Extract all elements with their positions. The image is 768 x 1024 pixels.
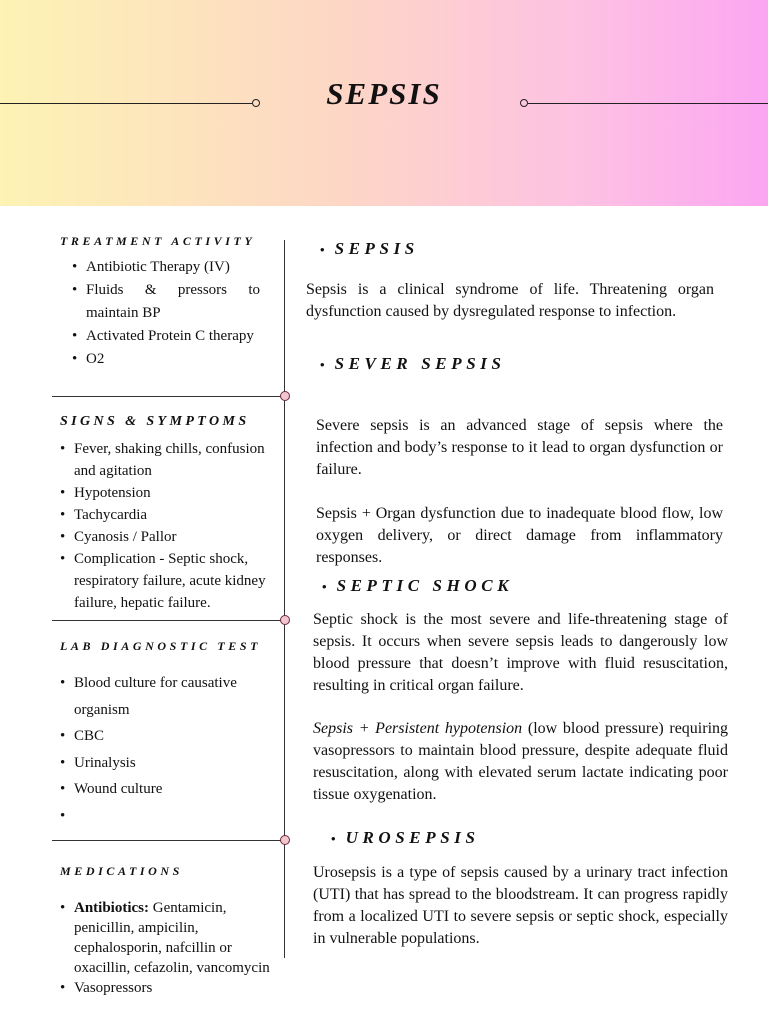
list-item <box>60 898 278 978</box>
section-rule <box>52 840 284 841</box>
list-item <box>60 803 275 830</box>
section-rule-dot <box>280 391 290 401</box>
treatment-heading: TREATMENT ACTIVITY <box>60 234 256 248</box>
list-item: • Cyanosis / Pallor <box>60 526 280 548</box>
sepsis-text: Sepsis is a clinical syndrome of life. Threatening organ dysfunction caused by dysregulated response to infection. <box>306 281 714 320</box>
section-rule-dot <box>280 835 290 845</box>
sepsis-heading-text: SEPSIS <box>334 239 419 258</box>
list-item: • Blood culture for causative organism <box>60 670 275 723</box>
list-item: • Fever, shaking chills, confusion and agitation <box>60 438 280 482</box>
lab-heading: LAB DIAGNOSTIC TEST <box>60 639 262 653</box>
signs-list <box>60 438 280 614</box>
urosepsis-heading-text: UROSEPSIS <box>345 828 480 847</box>
list-item: • Antibiotic Therapy (IV) <box>72 256 260 279</box>
sidebar-divider <box>284 240 285 958</box>
header-banner <box>0 0 768 206</box>
list-item: • Activated Protein C therapy <box>72 325 260 348</box>
septic-shock-heading: • SEPTIC SHOCK <box>322 576 514 595</box>
septic-shock-formula-rest: (low blood pressure) requiring vasopressors to maintain blood pressure, despite adequate fluid resuscitation, along with elevated serum lactate indicating poor tissue oxygenation. <box>313 720 729 803</box>
medications-heading: MEDICATIONS <box>60 864 183 878</box>
list-item: • Hypotension <box>60 482 280 504</box>
page-title: SEPSIS <box>326 76 442 111</box>
header-rule-right <box>528 103 768 104</box>
septic-shock-formula-italic: Sepsis + Persistent hypotension <box>313 720 523 737</box>
medications-list <box>60 898 278 998</box>
list-item: • CBC <box>60 723 275 750</box>
section-rule <box>52 396 284 397</box>
antibiotics-text: Gentamicin, penicillin, ampicilin, cephalosporin, nafcillin or oxacillin, cefazolin, vancomycin <box>74 900 270 976</box>
septic-shock-heading-text: SEPTIC SHOCK <box>336 576 514 595</box>
list-item: • Tachycardia <box>60 504 280 526</box>
treatment-list <box>72 256 260 371</box>
sepsis-heading: • SEPSIS <box>320 239 419 258</box>
header-rule-right-end <box>520 99 528 107</box>
severe-sepsis-text: Severe sepsis is an advanced stage of sepsis where the infection and body’s response to it lead to organ dysfunction or failure. <box>316 417 723 478</box>
list-item: • Complication - Septic shock, respiratory failure, acute kidney failure, hepatic failure. <box>60 548 280 614</box>
septic-shock-formula <box>313 718 728 806</box>
severe-sepsis-heading-text: SEVER SEPSIS <box>334 354 506 373</box>
section-rule <box>52 620 284 621</box>
list-item: • Vasopressors <box>60 978 278 998</box>
urosepsis-text: Urosepsis is a type of sepsis caused by a urinary tract infection (UTI) that has spread to the bloodstream. It can progress rapidly from a localized UTI to severe sepsis or septic shock, especially in vulnerable populations. <box>313 864 728 947</box>
list-item: • Wound culture <box>60 776 275 803</box>
severe-sepsis-formula: Sepsis + Organ dysfunction due to inadequate blood flow, low oxygen delivery, or direct damage from inflammatory responses. <box>316 505 723 566</box>
urosepsis-heading: • UROSEPSIS <box>331 828 480 847</box>
section-rule-dot <box>280 615 290 625</box>
list-item: • O2 <box>72 348 260 371</box>
antibiotics-label: Antibiotics: <box>74 900 149 916</box>
signs-heading: SIGNS & SYMPTOMS <box>60 414 250 429</box>
severe-sepsis-heading: • SEVER SEPSIS <box>320 354 506 373</box>
list-item: • Fluids & pressors to maintain BP <box>72 279 260 325</box>
septic-shock-text: Septic shock is the most severe and life-threatening stage of sepsis. It occurs when severe sepsis leads to dangerously low blood pressure that doesn’t improve with fluid resuscitation, resulting in critical organ failure. <box>313 611 728 694</box>
list-item: • Urinalysis <box>60 750 275 777</box>
lab-list <box>60 670 275 829</box>
